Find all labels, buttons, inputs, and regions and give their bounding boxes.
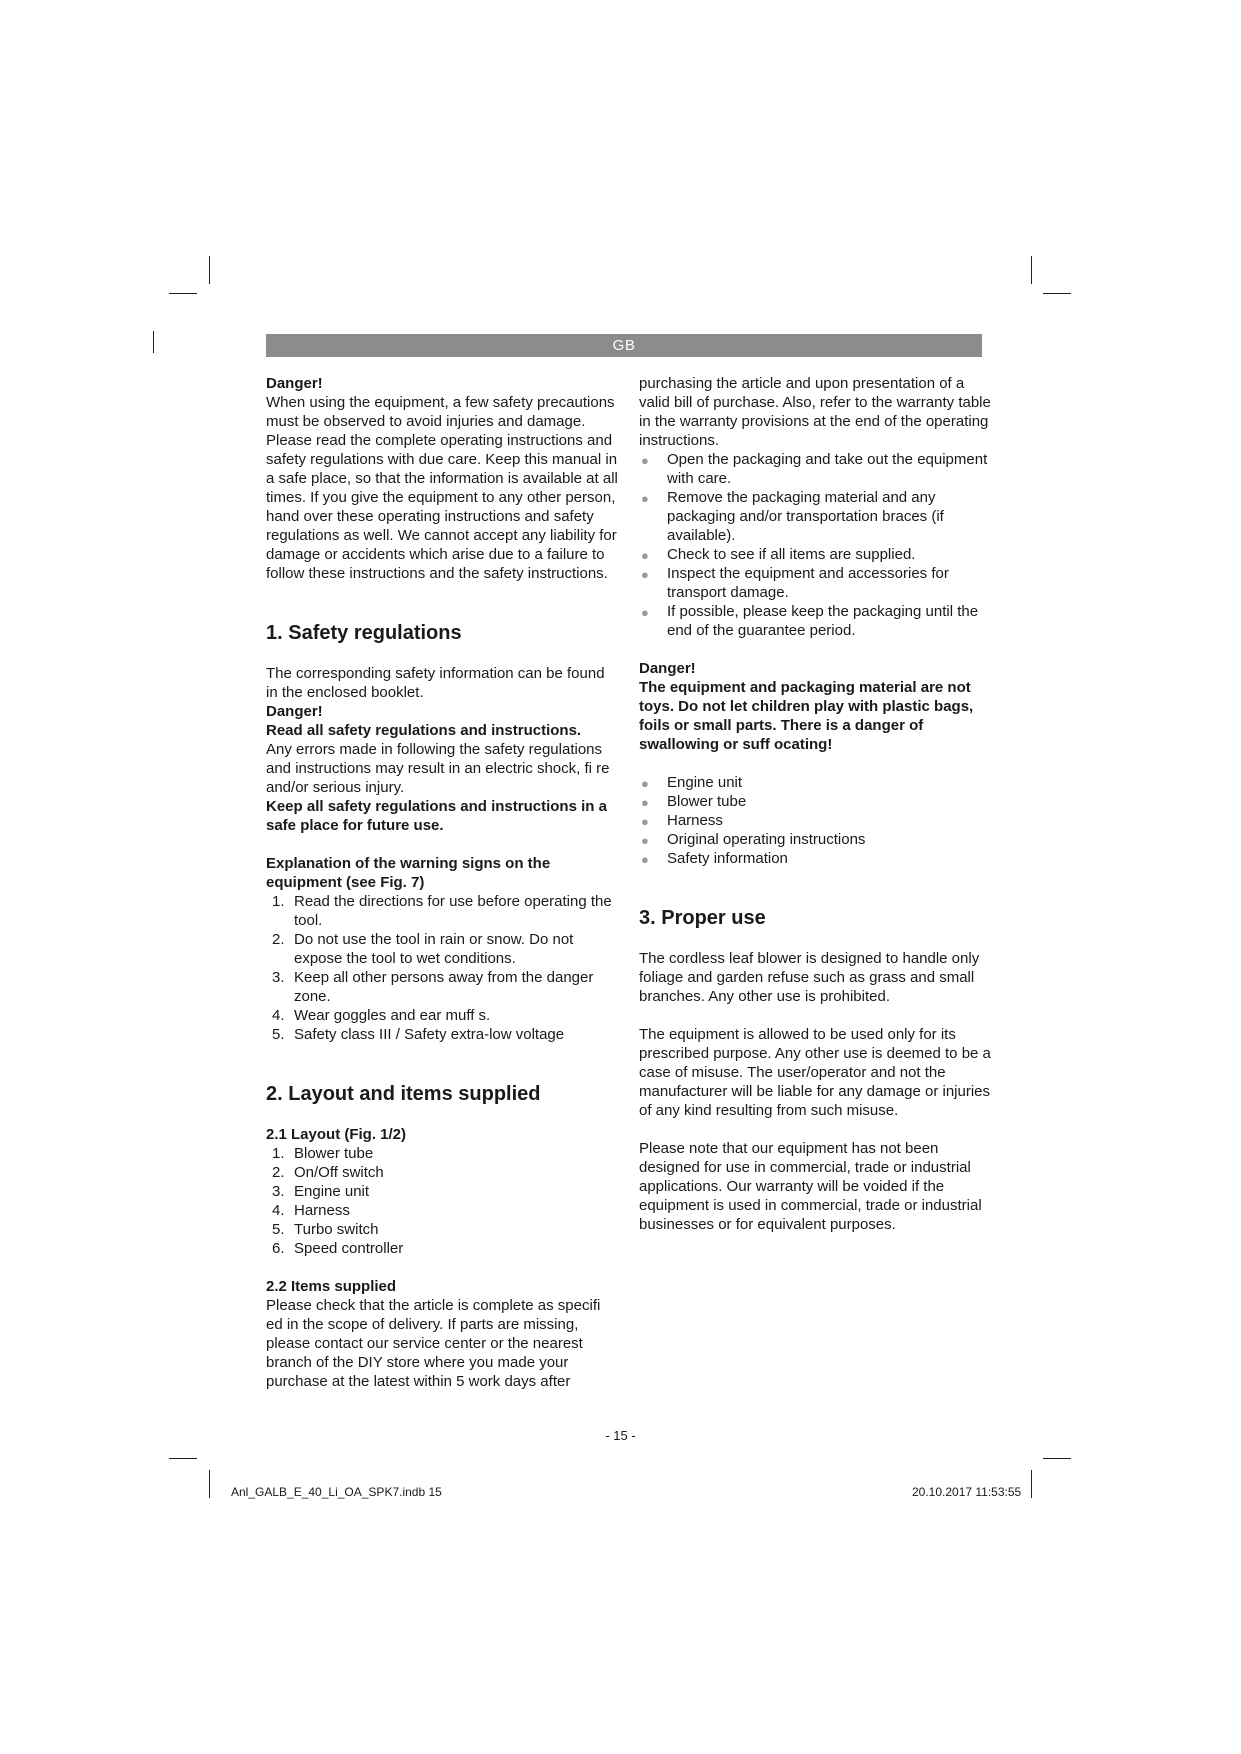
unpacking-steps-list	[639, 450, 991, 640]
left-column	[266, 374, 618, 1391]
crop-mark	[209, 256, 210, 284]
bullet-icon: ●	[641, 833, 649, 848]
crop-mark	[153, 331, 154, 353]
list-item: 5. Safety class III / Safety extra-low voltage	[272, 1026, 565, 1043]
danger-heading: Danger!	[266, 375, 323, 392]
list-item: 1. Read the directions for use before operating the tool.	[272, 893, 612, 929]
crop-mark	[169, 1458, 197, 1459]
crop-mark	[1043, 293, 1071, 294]
list-item: 5. Turbo switch	[272, 1221, 379, 1238]
bullet-icon: ●	[641, 852, 649, 867]
list-item: ● Blower tube	[641, 793, 747, 810]
list-item: ● Remove the packaging material and any packaging and/or transportation braces (if available).	[641, 489, 944, 544]
warning-signs-title: Explanation of the warning signs on the equipment (see Fig. 7)	[266, 855, 551, 891]
packaging-danger-text: The equipment and packaging material are not toys. Do not let children play with plastic bags, foils or small parts. There is a danger of swallowing or suff ocating!	[639, 679, 974, 753]
page-number: - 15 -	[605, 1428, 636, 1443]
proper-use-paragraph-3: Please note that our equipment has not been designed for use in commercial, trade or industrial applications. Our warranty will be voided if the equipment is used in commercial, trade or industrial businesses or for equivalent purposes.	[639, 1140, 982, 1233]
list-item: 3. Keep all other persons away from the danger zone.	[272, 969, 594, 1005]
list-item: 3. Engine unit	[272, 1183, 370, 1200]
crop-mark	[209, 1470, 210, 1498]
crop-mark	[169, 293, 197, 294]
proper-use-paragraph-2: The equipment is allowed to be used only for its prescribed purpose. Any other use is deemed to be a case of misuse. The user/operator and not the manufacturer will be liable for any damage or injuries of any kind resulting from such misuse.	[639, 1026, 991, 1119]
footer-file-name: Anl_GALB_E_40_Li_OA_SPK7.indb 15	[231, 1485, 442, 1499]
items-supplied-text: Please check that the article is complete as specifi ed in the scope of delivery. If parts are missing, please contact our service center or the nearest branch of the DIY store where you made your purchase at the latest within 5 work days after	[266, 1297, 601, 1390]
bullet-icon: ●	[641, 567, 649, 582]
language-header-bar: GB	[266, 334, 982, 357]
crop-mark	[1043, 1458, 1071, 1459]
list-item: ● Engine unit	[641, 774, 743, 791]
crop-mark	[1031, 256, 1032, 284]
list-item: 6. Speed controller	[272, 1240, 404, 1257]
bullet-icon: ●	[641, 453, 649, 468]
subsection-title-items-supplied: 2.2 Items supplied	[266, 1278, 397, 1295]
list-item: 2. Do not use the tool in rain or snow. Do not expose the tool to wet conditions.	[272, 931, 574, 967]
bullet-icon: ●	[641, 605, 649, 620]
safety-keep-text: Keep all safety regulations and instructions in a safe place for future use.	[266, 798, 607, 834]
bullet-icon: ●	[641, 776, 649, 791]
list-item: ● Safety information	[641, 850, 788, 867]
section-title-proper-use: 3. Proper use	[639, 907, 766, 929]
bullet-icon: ●	[641, 491, 649, 506]
bullet-icon: ●	[641, 548, 649, 563]
footer-datetime: 20.10.2017 11:53:55	[912, 1485, 1022, 1499]
list-item: ● Open the packaging and take out the equipment with care.	[641, 451, 988, 487]
continued-text: purchasing the article and upon presentation of a valid bill of purchase. Also, refer to the warranty table in the warranty provisions at the end of the operating instructions.	[639, 375, 991, 449]
safety-intro: The corresponding safety information can be found in the enclosed booklet.	[266, 665, 605, 701]
safety-errors-text: Any errors made in following the safety regulations and instructions may result in an electric shock, fi re and/or serious injury.	[266, 741, 610, 796]
subsection-title-layout: 2.1 Layout (Fig. 1/2)	[266, 1126, 407, 1143]
list-item: 2. On/Off switch	[272, 1164, 384, 1181]
bullet-icon: ●	[641, 795, 649, 810]
list-item: 4. Harness	[272, 1202, 350, 1219]
bullet-icon: ●	[641, 814, 649, 829]
proper-use-paragraph-1: The cordless leaf blower is designed to handle only foliage and garden refuse such as grass and small branches. Any other use is prohibited.	[639, 950, 980, 1005]
list-item: ● Check to see if all items are supplied.	[641, 546, 916, 563]
list-item: ● If possible, please keep the packaging until the end of the guarantee period.	[641, 603, 979, 639]
list-item: ● Harness	[641, 812, 723, 829]
right-column	[639, 374, 991, 1234]
list-item: 4. Wear goggles and ear muff s.	[272, 1007, 491, 1024]
list-item: ● Original operating instructions	[641, 831, 866, 848]
supplied-items-list	[639, 773, 991, 868]
danger-text: When using the equipment, a few safety precautions must be observed to avoid injuries and damage. Please read the complete operating instructions and safety regulations with due care. Keep this manual in a safe place, so that the information is available at all times. If you give the equipment to any other person, hand over these operating instructions and safety regulations as well. We cannot accept any liability for damage or accidents which arise due to a failure to follow these instructions and the safety instructions.	[266, 394, 618, 582]
section-title-layout: 2. Layout and items supplied	[266, 1083, 541, 1105]
warning-signs-list	[266, 892, 618, 1044]
list-item: 1. Blower tube	[272, 1145, 374, 1162]
layout-list	[266, 1144, 618, 1258]
crop-mark	[1031, 1470, 1032, 1498]
packaging-danger-heading: Danger!	[639, 660, 696, 677]
safety-read-all: Read all safety regulations and instructions.	[266, 722, 582, 739]
list-item: ● Inspect the equipment and accessories for transport damage.	[641, 565, 949, 601]
safety-danger-heading: Danger!	[266, 703, 323, 720]
section-title-safety: 1. Safety regulations	[266, 622, 462, 644]
